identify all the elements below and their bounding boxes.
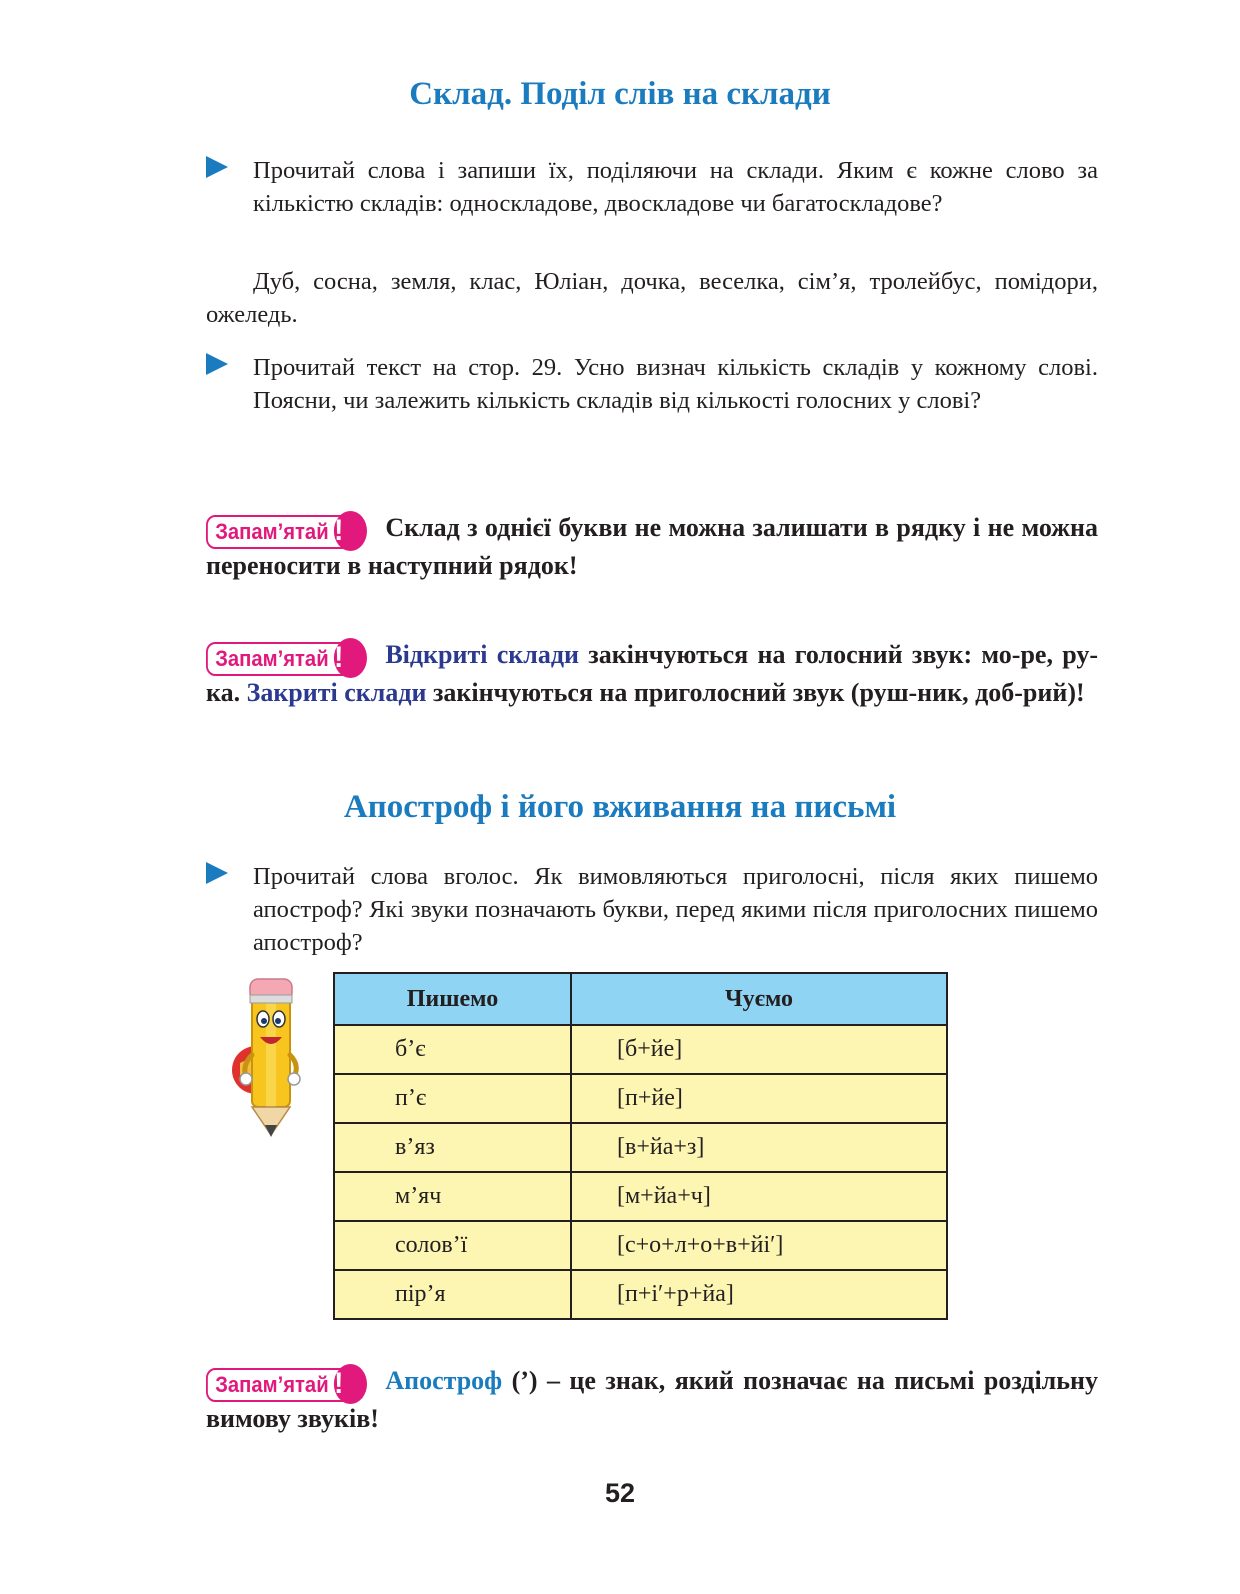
badge-label: Запам’ятай xyxy=(215,519,329,544)
table-cell-heard: [п+йе] xyxy=(571,1074,947,1123)
table-cell-heard: [м+йа+ч] xyxy=(571,1172,947,1221)
remember-text-2: закінчуються на приголосний звук (руш-ник, доб-рий)! xyxy=(426,678,1085,707)
triangle-bullet-icon xyxy=(206,156,228,178)
table-cell-written: п’є xyxy=(334,1074,571,1123)
term-apostrophe: Апостроф xyxy=(385,1366,503,1395)
table-cell-written: б’є xyxy=(334,1025,571,1074)
pencil-mascot-icon xyxy=(226,975,308,1140)
badge-label: Запам’ятай xyxy=(215,646,329,671)
remember-badge xyxy=(206,515,364,549)
triangle-bullet-icon xyxy=(206,353,228,375)
triangle-bullet-icon xyxy=(206,862,228,884)
remember-block-1 xyxy=(206,511,1098,583)
exclamation-icon: ! xyxy=(334,638,367,678)
table-row xyxy=(334,1074,947,1123)
table-row xyxy=(334,1172,947,1221)
table-cell-written: в’яз xyxy=(334,1123,571,1172)
task-text: Прочитай слова і запиши їх, поділяючи на склади. Яким є кожне слово за кількістю складів: односкладове, двоскладове чи багатоскладове? xyxy=(253,157,1098,217)
exclamation-icon: ! xyxy=(334,1364,367,1404)
table-cell-written: солов’ї xyxy=(334,1221,571,1270)
remember-text: – це знак, який позначає на письмі роздільну вимову звуків! xyxy=(206,1366,1098,1433)
apostrophe-mark: (’) xyxy=(502,1366,538,1395)
task-divide-words xyxy=(206,154,1098,220)
remember-badge xyxy=(206,1368,364,1402)
task-count-syllables xyxy=(206,351,1098,417)
table-header-written: Пишемо xyxy=(334,973,571,1025)
remember-text: Склад з однієї букви не можна залишати в рядку і не можна переносити в наступний рядок! xyxy=(206,513,1098,580)
remember-block-3 xyxy=(206,1364,1098,1436)
section-title-syllables: Склад. Поділ слів на склади xyxy=(409,76,831,112)
table-row xyxy=(334,1123,947,1172)
apostrophe-table xyxy=(333,972,948,1320)
task-text: Прочитай слова вголос. Як вимовляються приголосні, після яких пишемо апостроф? Які звуки позначають букви, перед якими після приголосних пишемо апостроф? xyxy=(253,863,1098,956)
table-row xyxy=(334,1270,947,1319)
table-cell-heard: [с+о+л+о+в+йі′] xyxy=(571,1221,947,1270)
remember-block-2 xyxy=(206,638,1098,710)
exclamation-icon: ! xyxy=(334,511,367,551)
table-header-heard: Чуємо xyxy=(571,973,947,1025)
table-header-row xyxy=(334,973,947,1025)
word-list xyxy=(206,265,1098,331)
word-list-text: Дуб, сосна, земля, клас, Юліан, дочка, веселка, сім’я, тролейбус, помідори, ожеледь. xyxy=(206,268,1098,328)
remember-badge xyxy=(206,642,364,676)
table-cell-heard: [п+і′+р+йа] xyxy=(571,1270,947,1319)
table-row xyxy=(334,1025,947,1074)
table-cell-heard: [б+йе] xyxy=(571,1025,947,1074)
table-cell-written: м’яч xyxy=(334,1172,571,1221)
term-closed-syllables: Закриті склади xyxy=(246,678,427,707)
badge-label: Запам’ятай xyxy=(215,1372,329,1397)
task-text: Прочитай текст на стор. 29. Усно визнач кількість складів у кожному слові. Поясни, чи залежить кількість складів від кількості голосних у слові? xyxy=(253,354,1098,414)
table-cell-heard: [в+йа+з] xyxy=(571,1123,947,1172)
term-open-syllables: Відкриті склади xyxy=(385,640,579,669)
task-apostrophe xyxy=(206,860,1098,959)
page-number: 52 xyxy=(604,1478,636,1508)
remember-text-1: закінчуються на голосний звук: мо-ре, ру-ка. xyxy=(206,640,1098,707)
table-cell-written: пір’я xyxy=(334,1270,571,1319)
table-row xyxy=(334,1221,947,1270)
section-title-apostrophe: Апостроф і його вживання на письмі xyxy=(343,789,897,825)
